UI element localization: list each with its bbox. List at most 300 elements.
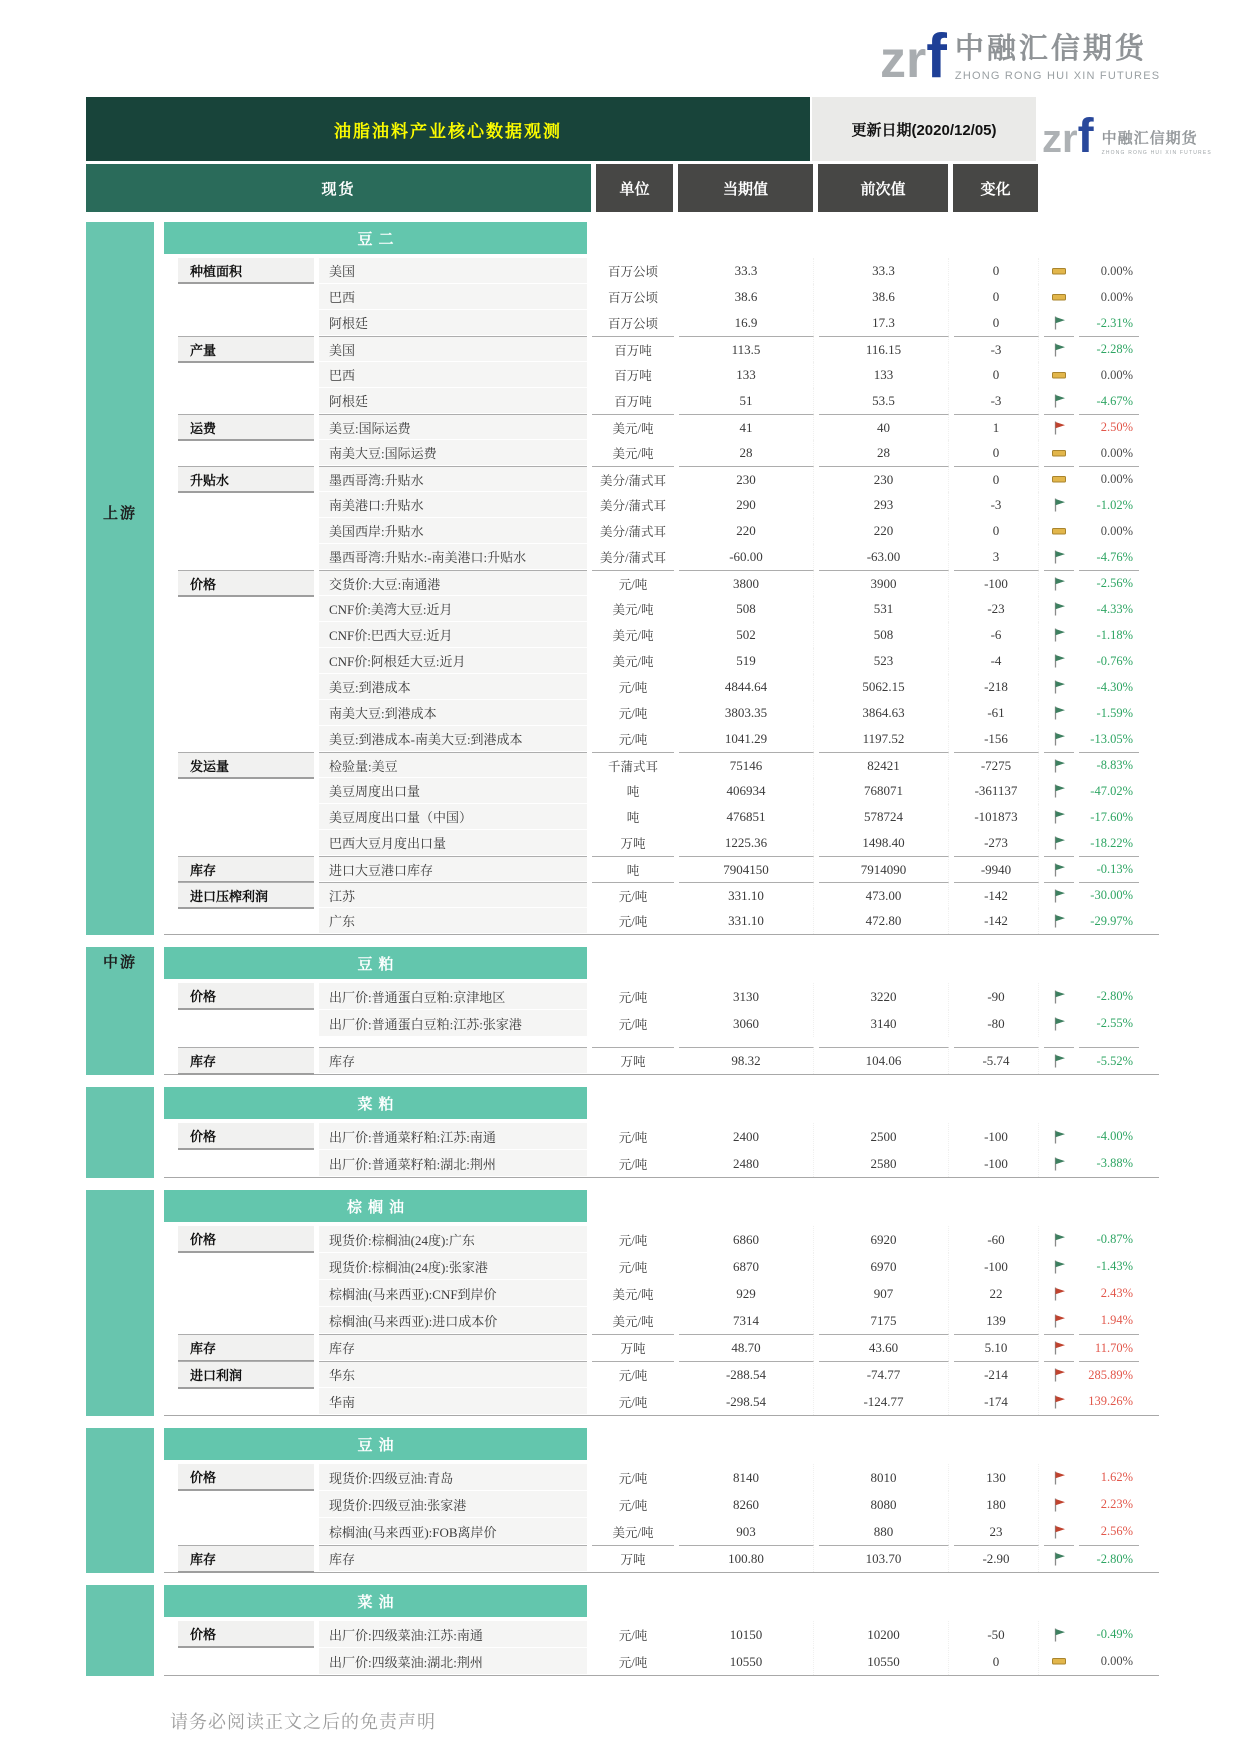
row-unit: 美元/吨 (612, 447, 654, 461)
row-previous-value: 7175 (819, 1307, 949, 1334)
row-change-percent: 0.00% (1100, 263, 1133, 278)
row-change-value: 139 (954, 1307, 1039, 1334)
down-flag-icon (1044, 1621, 1074, 1648)
up-flag-icon (1044, 1361, 1074, 1388)
row-change-value: -3 (954, 336, 1039, 362)
column-header-row (86, 164, 1141, 212)
row-change-value: -2.90 (954, 1545, 1039, 1572)
row-item-label: CNF价:巴西大豆:近月 (319, 622, 587, 648)
row-change-percent: -2.80% (1096, 989, 1133, 1003)
row-previous-value: -63.00 (819, 544, 949, 570)
row-item-label: CNF价:美湾大豆:近月 (319, 596, 587, 622)
section-band: 豆油 (164, 1428, 587, 1460)
row-previous-value: 220 (819, 518, 949, 544)
row-current-value: 3060 (679, 1010, 814, 1037)
row-item-label: 美豆:国际运费 (319, 414, 587, 440)
section-grid (164, 258, 1159, 935)
row-change-value: -100 (954, 1253, 1039, 1280)
row-current-value: 230 (679, 466, 814, 492)
row-previous-value: 531 (819, 596, 949, 622)
row-change-percent: -13.05% (1090, 731, 1133, 746)
commodity-section (164, 947, 1159, 1075)
row-current-value: 7904150 (679, 856, 814, 882)
row-unit: 元/吨 (618, 1395, 648, 1410)
row-current-value: 331.10 (679, 908, 814, 934)
row-previous-value: -124.77 (819, 1388, 949, 1415)
row-unit: 万吨 (592, 1334, 674, 1361)
row-change-value: -60 (954, 1226, 1039, 1253)
row-change-value: -3 (954, 492, 1039, 518)
column-header-current: 当期值 (678, 164, 813, 212)
row-unit: 元/吨 (592, 882, 674, 908)
logo-name-en: ZHONG RONG HUI XIN FUTURES (954, 70, 1161, 82)
up-flag-icon (1044, 1388, 1074, 1415)
down-flag-icon (1044, 1150, 1074, 1177)
category-label: 运费 (178, 415, 314, 441)
row-unit: 美元/吨 (612, 655, 654, 669)
down-flag-icon (1044, 596, 1074, 622)
row-unit: 万吨 (592, 1047, 674, 1074)
down-flag-icon (1044, 908, 1074, 934)
row-change-percent: 285.89% (1079, 1361, 1139, 1388)
row-item-label: 现货价:四级豆油:青岛 (319, 1464, 587, 1491)
row-unit: 元/吨 (618, 1130, 648, 1145)
row-current-value: 8140 (679, 1464, 814, 1491)
category-cell (178, 1545, 314, 1572)
row-change-percent: 11.70% (1079, 1334, 1139, 1361)
flat-equal-icon (1044, 466, 1074, 492)
up-flag-icon (1044, 1280, 1074, 1307)
category-cell (178, 1123, 314, 1177)
row-item-label: 棕榈油(马来西亚):进口成本价 (319, 1307, 587, 1334)
row-change-percent: 2.23% (1100, 1497, 1133, 1511)
up-flag-icon (1044, 1464, 1074, 1491)
row-change-percent: -2.80% (1079, 1545, 1139, 1572)
stream-sidebar-segment (86, 1585, 154, 1676)
row-current-value: 16.9 (679, 310, 814, 336)
row-change-percent: 1.94% (1100, 1313, 1133, 1327)
row-current-value: 28 (679, 440, 814, 466)
disclaimer-note: 请务必阅读正文之后的免责声明 (170, 1712, 436, 1732)
commodity-sections (164, 222, 1159, 1676)
row-item-label: 广东 (319, 908, 587, 934)
row-previous-value: 880 (819, 1518, 949, 1545)
row-change-value: 0 (954, 518, 1039, 544)
row-item-label: 棕榈油(马来西亚):FOB离岸价 (319, 1518, 587, 1545)
stream-label-upstream: 上游 (102, 505, 137, 522)
logo-mark-zr: zr (880, 31, 927, 90)
row-item-label: 交货价:大豆:南通港 (319, 570, 587, 596)
row-item-label: 美国 (319, 336, 587, 362)
row-item-label: 阿根廷 (319, 388, 587, 414)
row-change-value: -361137 (954, 778, 1039, 804)
category-label: 价格 (178, 1123, 314, 1150)
section-grid (164, 1226, 1159, 1416)
row-item-label: 巴西 (319, 284, 587, 310)
row-current-value: -298.54 (679, 1388, 814, 1415)
category-label: 库存 (178, 1048, 314, 1075)
row-change-percent: -47.02% (1090, 783, 1133, 798)
row-change-percent: -17.60% (1090, 809, 1133, 824)
row-previous-value: 5062.15 (819, 674, 949, 700)
row-change-value: -23 (954, 596, 1039, 622)
row-previous-value: 293 (819, 492, 949, 518)
row-current-value: 33.3 (679, 258, 814, 284)
row-change-percent: 2.50% (1079, 414, 1139, 440)
row-unit: 元/吨 (618, 707, 648, 721)
row-current-value: 133 (679, 362, 814, 388)
down-flag-icon (1044, 570, 1074, 596)
category-cell (178, 258, 314, 336)
row-item-label: 巴西 (319, 362, 587, 388)
row-item-label: 南美港口:升贴水 (319, 492, 587, 518)
down-flag-icon (1044, 388, 1074, 414)
down-flag-icon (1044, 336, 1074, 362)
row-item-label: 出厂价:普通菜籽粕:湖北:荆州 (319, 1150, 587, 1177)
category-cell (178, 1361, 314, 1415)
row-change-value: -218 (954, 674, 1039, 700)
row-change-value: -100 (954, 1150, 1039, 1177)
row-change-value: 0 (954, 440, 1039, 466)
section-band: 豆粕 (164, 947, 587, 979)
down-flag-icon (1044, 1545, 1074, 1572)
row-current-value: 6870 (679, 1253, 814, 1280)
row-previous-value: 43.60 (819, 1334, 949, 1361)
section-grid (164, 983, 1159, 1075)
row-unit: 元/吨 (618, 681, 648, 695)
row-change-value: 0 (954, 362, 1039, 388)
row-item-label: 库存 (319, 1334, 587, 1361)
row-change-percent: 0.00% (1100, 367, 1133, 382)
row-previous-value: -74.77 (819, 1361, 949, 1388)
row-unit: 元/吨 (592, 570, 674, 596)
row-change-percent: -2.28% (1079, 336, 1139, 362)
row-previous-value: 1498.40 (819, 830, 949, 856)
row-change-percent: -1.02% (1096, 497, 1133, 512)
row-previous-value: 40 (819, 414, 949, 440)
logo-name-cn: 中融汇信期货 (1101, 130, 1198, 148)
category-cell (178, 414, 314, 466)
down-flag-icon (1044, 674, 1074, 700)
row-previous-value: 508 (819, 622, 949, 648)
down-flag-icon (1044, 1010, 1074, 1037)
down-flag-icon (1044, 492, 1074, 518)
row-previous-value: 28 (819, 440, 949, 466)
category-cell (178, 336, 314, 414)
row-change-value: 0 (954, 310, 1039, 336)
row-change-percent: -0.76% (1096, 653, 1133, 668)
row-unit: 元/吨 (618, 1498, 648, 1513)
zrf-logo-mark (880, 22, 947, 92)
row-current-value: 3130 (679, 983, 814, 1010)
commodity-section (164, 1087, 1159, 1178)
down-flag-icon (1044, 804, 1074, 830)
row-current-value: -288.54 (679, 1361, 814, 1388)
row-current-value: 220 (679, 518, 814, 544)
row-unit: 元/吨 (618, 915, 648, 929)
title-row (86, 97, 1141, 161)
category-label: 价格 (178, 1621, 314, 1648)
row-previous-value: 3140 (819, 1010, 949, 1037)
row-item-label: 墨西哥湾:升贴水:-南美港口:升贴水 (319, 544, 587, 570)
row-change-value: -142 (954, 882, 1039, 908)
row-change-value: -273 (954, 830, 1039, 856)
row-current-value: 113.5 (679, 336, 814, 362)
row-change-value: -100 (954, 1123, 1039, 1150)
down-flag-icon (1044, 983, 1074, 1010)
row-unit: 元/吨 (618, 990, 648, 1005)
row-current-value: 903 (679, 1518, 814, 1545)
row-unit: 美元/吨 (612, 1525, 654, 1540)
stream-label-midstream: 中游 (102, 954, 137, 971)
row-current-value: 48.70 (679, 1334, 814, 1361)
row-item-label: 现货价:棕榈油(24度):广东 (319, 1226, 587, 1253)
row-previous-value: 768071 (819, 778, 949, 804)
row-previous-value: 38.6 (819, 284, 949, 310)
row-current-value: 519 (679, 648, 814, 674)
category-label: 库存 (178, 1546, 314, 1573)
row-change-value: 1 (954, 414, 1039, 440)
row-unit: 美元/吨 (612, 1287, 654, 1302)
row-current-value: 98.32 (679, 1047, 814, 1074)
row-current-value: -60.00 (679, 544, 814, 570)
row-change-percent: -2.56% (1079, 570, 1139, 596)
flat-equal-icon (1044, 258, 1074, 284)
row-unit: 元/吨 (618, 1157, 648, 1172)
column-header-change: 变化 (953, 164, 1038, 212)
row-unit: 百万吨 (592, 336, 674, 362)
category-label: 进口利润 (178, 1362, 314, 1389)
row-unit: 吨 (626, 811, 640, 825)
row-item-label: 墨西哥湾:升贴水 (319, 466, 587, 492)
row-change-value: -61 (954, 700, 1039, 726)
row-item-label: 江苏 (319, 882, 587, 908)
row-change-percent: -4.30% (1096, 679, 1133, 694)
row-previous-value: 10200 (819, 1621, 949, 1648)
row-unit: 百万公顷 (607, 291, 658, 305)
category-label: 价格 (178, 1464, 314, 1491)
row-item-label: 现货价:四级豆油:张家港 (319, 1491, 587, 1518)
row-item-label: 华东 (319, 1361, 587, 1388)
column-header-previous: 前次值 (818, 164, 948, 212)
row-current-value: 6860 (679, 1226, 814, 1253)
data-table (86, 222, 1141, 1676)
commodity-section (164, 1190, 1159, 1416)
up-flag-icon (1044, 414, 1074, 440)
row-previous-value: 3900 (819, 570, 949, 596)
down-flag-icon (1044, 648, 1074, 674)
row-previous-value: 8010 (819, 1464, 949, 1491)
row-current-value: 331.10 (679, 882, 814, 908)
category-label: 库存 (178, 857, 314, 883)
row-current-value: 508 (679, 596, 814, 622)
row-item-label: 棕榈油(马来西亚):CNF到岸价 (319, 1280, 587, 1307)
logo-mark-f: f (1077, 110, 1094, 163)
down-flag-icon (1044, 1253, 1074, 1280)
row-change-percent: -1.43% (1096, 1259, 1133, 1273)
row-previous-value: 3220 (819, 983, 949, 1010)
down-flag-icon (1044, 1226, 1074, 1253)
row-item-label: 出厂价:四级菜油:湖北:荆州 (319, 1648, 587, 1675)
row-change-percent: -1.59% (1096, 705, 1133, 720)
row-change-percent: -0.49% (1096, 1627, 1133, 1641)
row-item-label: 巴西大豆月度出口量 (319, 830, 587, 856)
row-unit: 百万吨 (614, 395, 652, 409)
row-unit: 万吨 (620, 837, 646, 851)
row-change-value: -7275 (954, 752, 1039, 778)
row-current-value: 38.6 (679, 284, 814, 310)
row-change-percent: -4.67% (1096, 393, 1133, 408)
row-previous-value: 10550 (819, 1648, 949, 1675)
row-previous-value: 6920 (819, 1226, 949, 1253)
row-current-value: 1225.36 (679, 830, 814, 856)
row-unit: 百万公顷 (607, 265, 658, 279)
row-previous-value: 7914090 (819, 856, 949, 882)
row-change-value: -6 (954, 622, 1039, 648)
row-change-value: -50 (954, 1621, 1039, 1648)
down-flag-icon (1044, 310, 1074, 336)
row-previous-value: 907 (819, 1280, 949, 1307)
row-unit: 美元/吨 (592, 414, 674, 440)
row-unit: 美分/蒲式耳 (600, 499, 666, 513)
row-previous-value: 33.3 (819, 258, 949, 284)
row-previous-value: 230 (819, 466, 949, 492)
row-unit: 元/吨 (618, 1260, 648, 1275)
company-logo (880, 22, 1161, 92)
up-flag-icon (1044, 1307, 1074, 1334)
logo-mark-f: f (926, 22, 947, 92)
row-change-value: -80 (954, 1010, 1039, 1037)
row-unit: 吨 (592, 856, 674, 882)
row-change-value: -174 (954, 1388, 1039, 1415)
row-change-value: -142 (954, 908, 1039, 934)
down-flag-icon (1044, 830, 1074, 856)
row-change-value: -9940 (954, 856, 1039, 882)
row-current-value: 290 (679, 492, 814, 518)
row-current-value: 10150 (679, 1621, 814, 1648)
row-change-percent: 0.00% (1079, 466, 1139, 492)
row-current-value: 8260 (679, 1491, 814, 1518)
row-item-label: 美豆周度出口量（中国） (319, 804, 587, 830)
flat-equal-icon (1044, 518, 1074, 544)
section-grid (164, 1621, 1159, 1676)
stream-sidebar-segment (86, 1190, 154, 1416)
row-current-value: 10550 (679, 1648, 814, 1675)
category-cell (178, 1621, 314, 1675)
category-label: 升贴水 (178, 467, 314, 493)
column-header-spot: 现货 (86, 164, 591, 212)
logo-text (955, 26, 1160, 82)
row-unit: 元/吨 (618, 1655, 648, 1670)
row-item-label: 华南 (319, 1388, 587, 1415)
row-previous-value: 472.80 (819, 908, 949, 934)
row-previous-value: 1197.52 (819, 726, 949, 752)
row-change-value: 0 (954, 258, 1039, 284)
section-band: 棕榈油 (164, 1190, 587, 1222)
category-cell (178, 856, 314, 882)
row-change-percent: -4.76% (1096, 549, 1133, 564)
section-band: 菜油 (164, 1585, 587, 1617)
commodity-section (164, 1428, 1159, 1573)
row-change-value: -4 (954, 648, 1039, 674)
row-item-label: 出厂价:普通蛋白豆粕:京津地区 (319, 983, 587, 1010)
row-item-label: 检验量:美豆 (319, 752, 587, 778)
row-change-percent: -5.52% (1079, 1047, 1139, 1074)
row-item-label: 现货价:棕榈油(24度):张家港 (319, 1253, 587, 1280)
down-flag-icon (1044, 700, 1074, 726)
row-unit: 元/吨 (592, 1361, 674, 1388)
row-change-value: -3 (954, 388, 1039, 414)
row-change-value: -100 (954, 570, 1039, 596)
row-item-label: 库存 (319, 1545, 587, 1572)
category-label: 进口压榨利润 (178, 883, 314, 909)
category-label: 价格 (178, 983, 314, 1010)
row-current-value: 4844.64 (679, 674, 814, 700)
logo-name-cn: 中融汇信期货 (954, 33, 1147, 65)
row-item-label: 美豆:到港成本 (319, 674, 587, 700)
down-flag-icon (1044, 752, 1074, 778)
row-unit: 美元/吨 (612, 1314, 654, 1329)
row-current-value: 502 (679, 622, 814, 648)
row-unit: 美元/吨 (612, 603, 654, 617)
report-content (86, 97, 1141, 1734)
row-previous-value: 523 (819, 648, 949, 674)
row-current-value: 51 (679, 388, 814, 414)
down-flag-icon (1044, 882, 1074, 908)
row-change-percent: 0.00% (1100, 445, 1133, 460)
category-label: 价格 (178, 571, 314, 597)
row-unit: 美分/蒲式耳 (600, 551, 666, 565)
row-change-percent: -2.55% (1096, 1016, 1133, 1030)
row-unit: 元/吨 (618, 1017, 648, 1032)
row-previous-value: 82421 (819, 752, 949, 778)
row-item-label: 出厂价:普通蛋白豆粕:江苏:张家港 (319, 1010, 587, 1037)
category-cell (178, 1226, 314, 1334)
row-item-label: 库存 (319, 1047, 587, 1074)
row-unit: 元/吨 (618, 733, 648, 747)
row-change-value: 130 (954, 1464, 1039, 1491)
row-change-percent: 2.56% (1100, 1524, 1133, 1538)
row-item-label: 进口大豆港口库存 (319, 856, 587, 882)
category-cell (178, 1334, 314, 1361)
row-previous-value: 17.3 (819, 310, 949, 336)
row-change-percent: -0.87% (1096, 1232, 1133, 1246)
row-current-value: 476851 (679, 804, 814, 830)
row-change-percent: -0.13% (1079, 856, 1139, 882)
category-cell (178, 983, 314, 1037)
down-flag-icon (1044, 1047, 1074, 1074)
row-previous-value: 2500 (819, 1123, 949, 1150)
row-current-value: 929 (679, 1280, 814, 1307)
row-change-percent: 0.00% (1100, 289, 1133, 304)
category-label: 产量 (178, 337, 314, 363)
row-item-label: 美豆:到港成本-南美大豆:到港成本 (319, 726, 587, 752)
section-grid (164, 1464, 1159, 1573)
category-cell (178, 1464, 314, 1545)
row-change-percent: 0.00% (1100, 1654, 1133, 1668)
row-current-value: 3800 (679, 570, 814, 596)
row-previous-value: 104.06 (819, 1047, 949, 1074)
row-change-percent: -4.00% (1096, 1129, 1133, 1143)
row-change-percent: -2.31% (1096, 315, 1133, 330)
category-label: 库存 (178, 1335, 314, 1362)
row-previous-value: 473.00 (819, 882, 949, 908)
row-change-value: 3 (954, 544, 1039, 570)
category-cell (178, 570, 314, 752)
category-cell (178, 466, 314, 570)
row-change-value: -5.74 (954, 1047, 1039, 1074)
row-change-value: 0 (954, 284, 1039, 310)
